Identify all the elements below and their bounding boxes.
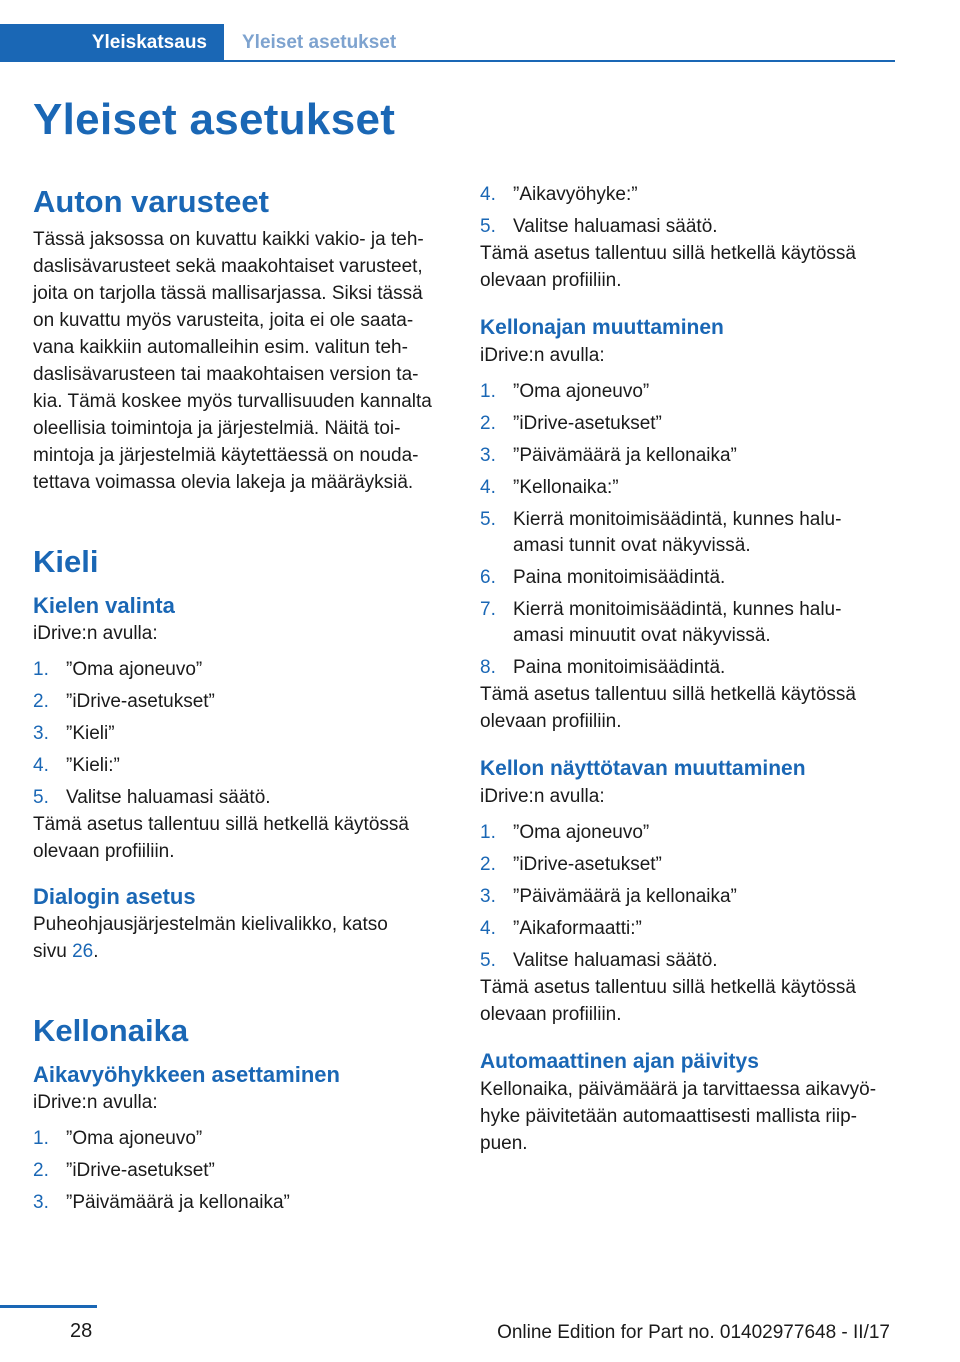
list-item: 2. ”iDrive-asetukset”: [480, 413, 662, 434]
list-item: 1. ”Oma ajoneuvo”: [480, 822, 650, 843]
note-line: olevaan profiiliin.: [480, 711, 622, 732]
paragraph-line: Puheohjausjärjestelmän kielivalikko, katso: [33, 914, 388, 935]
list-item: 2. ”iDrive-asetukset”: [33, 1160, 215, 1181]
list-item: 5. Kierrä monitoimisäädintä, kunnes halu‐ amasi tunnit ovat näkyvissä.: [480, 509, 842, 556]
tab-yleiskatsaus[interactable]: Yleiskatsaus: [0, 24, 224, 62]
page-title: Yleiset asetukset: [33, 95, 396, 144]
section-heading-kieli: Kieli: [33, 544, 99, 579]
list-item: 5. Valitse haluamasi säätö.: [33, 787, 271, 808]
steps-aikavyohyke-continued: [480, 182, 895, 240]
paragraph-line: daslisävarusteen tai maakohtaisen version ta‐: [33, 364, 419, 385]
list-item: 6. Paina monitoimisäädintä.: [480, 567, 726, 588]
note-line: Tämä asetus tallentuu sillä hetkellä käytössä: [33, 814, 409, 835]
intro-text: iDrive:n avulla:: [480, 345, 605, 366]
paragraph-line: on kuvattu myös varusteita, joita ei ole saata‐: [33, 310, 414, 331]
subheading-kellonajan-muuttaminen: Kellonajan muuttaminen: [480, 316, 724, 339]
intro-text: iDrive:n avulla:: [33, 623, 158, 644]
subheading-kielen-valinta: Kielen valinta: [33, 593, 175, 618]
paragraph-line: Tässä jaksossa on kuvattu kaikki vakio- ja teh‐: [33, 229, 424, 250]
note-line: Tämä asetus tallentuu sillä hetkellä käytössä: [480, 684, 856, 705]
steps-kielen-valinta: [33, 657, 448, 811]
list-item: 5. Valitse haluamasi säätö.: [480, 950, 718, 971]
header-divider: [0, 60, 895, 62]
paragraph-auton-varusteet: [33, 226, 448, 496]
header-tabs: [0, 24, 895, 62]
tab-yleiset-asetukset[interactable]: Yleiset asetukset: [242, 32, 397, 53]
list-item: 2. ”iDrive-asetukset”: [33, 691, 215, 712]
paragraph-line: kia. Tämä koskee myös turvallisuuden kannalta: [33, 391, 432, 412]
list-item: 3. ”Päivämäärä ja kellonaika”: [480, 886, 737, 907]
paragraph-line: daslisävarusteet sekä maakohtaiset varusteet,: [33, 256, 423, 277]
left-column: [33, 182, 448, 1222]
steps-kellonajan-muuttaminen: [480, 379, 895, 681]
list-item: 2. ”iDrive-asetukset”: [480, 854, 662, 875]
footer-accent-line: [0, 1305, 97, 1308]
note-line: Tämä asetus tallentuu sillä hetkellä käytössä: [480, 243, 856, 264]
steps-kellon-nayttotapa: [480, 820, 895, 974]
list-item: 5. Valitse haluamasi säätö.: [480, 216, 718, 237]
list-item: 4. ”Aikaformaatti:”: [480, 918, 642, 939]
list-item: 4. ”Kieli:”: [33, 755, 120, 776]
note-line: olevaan profiiliin.: [480, 1004, 622, 1025]
list-item: 3. ”Päivämäärä ja kellonaika”: [480, 445, 737, 466]
note-line: Tämä asetus tallentuu sillä hetkellä käytössä: [480, 977, 856, 998]
paragraph-line: joita on tarjolla tässä mallisarjassa. Siksi tässä: [33, 283, 423, 304]
list-item: 7. Kierrä monitoimisäädintä, kunnes halu‐ amasi minuutit ovat näkyvissä.: [480, 599, 842, 646]
edition-text: Online Edition for Part no. 01402977648 - II/17: [497, 1322, 890, 1343]
subheading-automaattinen-ajan-paivitys: Automaattinen ajan päivitys: [480, 1050, 759, 1073]
paragraph-line: sivu 26.: [33, 941, 99, 962]
paragraph-line: oleellisia toimintoja ja järjestelmiä. Näitä toi‐: [33, 418, 401, 439]
paragraph-line: Kellonaika, päivämäärä ja tarvittaessa aikavyö‐: [480, 1079, 877, 1100]
list-item: 1. ”Oma ajoneuvo”: [33, 659, 203, 680]
list-item: 4. ”Kellonaika:”: [480, 477, 619, 498]
list-item: 1. ”Oma ajoneuvo”: [33, 1128, 203, 1149]
subheading-kellon-nayttotavan-muuttaminen: Kellon näyttötavan muuttaminen: [480, 757, 806, 780]
subheading-aikavyohykkeen-asettaminen: Aikavyöhykkeen asettaminen: [33, 1062, 340, 1087]
paragraph-line: puen.: [480, 1133, 528, 1154]
list-item: 3. ”Päivämäärä ja kellonaika”: [33, 1192, 290, 1213]
note-line: olevaan profiiliin.: [33, 841, 175, 862]
list-item: 8. Paina monitoimisäädintä.: [480, 657, 726, 678]
section-heading-auton-varusteet: Auton varusteet: [33, 184, 269, 219]
list-item: 1. ”Oma ajoneuvo”: [480, 381, 650, 402]
paragraph-line: tettava voimassa olevia lakeja ja määräyksiä.: [33, 472, 414, 493]
section-heading-kellonaika: Kellonaika: [33, 1013, 189, 1048]
steps-aikavyohyke: [33, 1126, 448, 1216]
paragraph-line: hyke päivitetään automaattisesti mallista riip‐: [480, 1106, 858, 1127]
page-link-26[interactable]: 26: [72, 941, 94, 962]
paragraph-line: mintoja ja järjestelmiä käytettäessä on nouda‐: [33, 445, 419, 466]
page-number: 28: [70, 1320, 93, 1342]
intro-text: iDrive:n avulla:: [33, 1092, 158, 1113]
list-item: 3. ”Kieli”: [33, 723, 115, 744]
right-column: [480, 182, 895, 1157]
subheading-dialogin-asetus: Dialogin asetus: [33, 884, 196, 909]
intro-text: iDrive:n avulla:: [480, 786, 605, 807]
note-line: olevaan profiiliin.: [480, 270, 622, 291]
list-item: 4. ”Aikavyöhyke:”: [480, 184, 638, 205]
paragraph-line: vana kaikkiin automalleihin esim. valitun teh‐: [33, 337, 408, 358]
